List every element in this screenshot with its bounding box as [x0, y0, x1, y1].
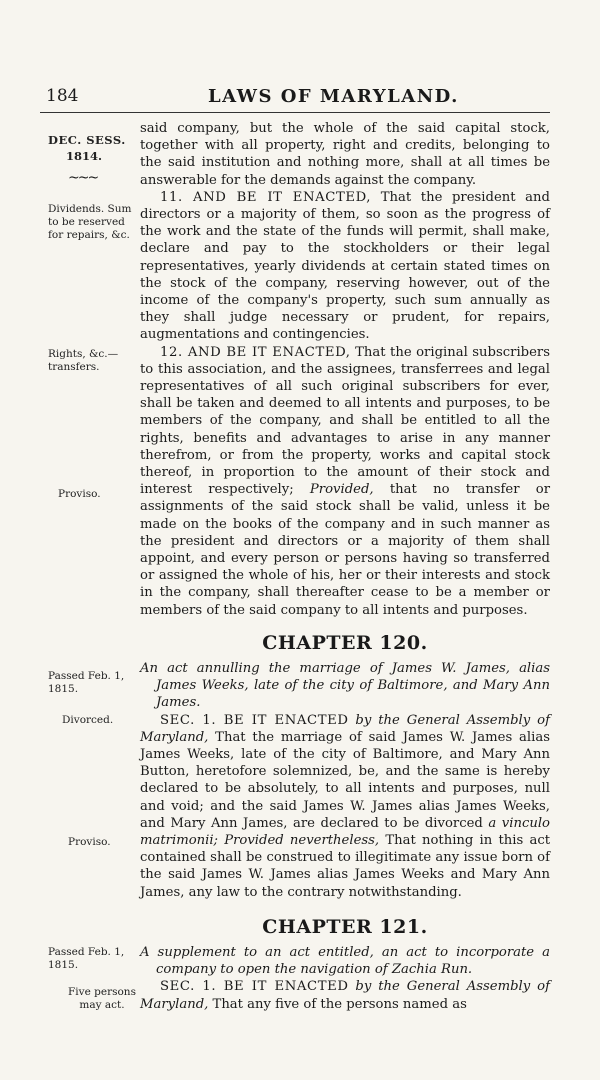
chapter-120-latin: a vinculo matrimonii; — [140, 815, 550, 849]
chapter-120-sec1-italic: by the General Assembly of Maryland, — [140, 712, 550, 745]
margin-proviso-1: Proviso. — [58, 488, 101, 500]
margin-passed-2: Passed Feb. 1, 1815. — [48, 946, 125, 971]
chapter-120-sec1-text: That the marriage of said James W. James alias James Weeks, late of the city of Baltimore, and Mary Ann Button, heretofore solemnized, be, and the same is hereby declared to be absolutely, to all intents and purposes, null and void; and the said James W. James alias James Weeks, and Mary Ann James, are declared to be divorced — [140, 729, 550, 831]
main-text-block — [140, 120, 550, 619]
margin-rights: Rights, &c.— transfers. — [48, 348, 119, 373]
margin-passed-1: Passed Feb. 1, 1815. — [48, 670, 125, 695]
swash-ornament: ~~~ — [68, 170, 98, 186]
section-12-text-2: that no transfer or assignments of the said stock shall be valid, unless it be made on the books of the company and in such manner as the president and directors or a majority of them shall appoint, and every person or persons having so transferred or assigned the whole of his, her or their interests and stock in the company, shall thereafter cease to be a member or members of the said company to all intents and purposes. — [140, 482, 550, 618]
running-title: LAWS OF MARYLAND. — [208, 86, 459, 107]
chapter-120-provided: Provided nevertheless, — [218, 833, 380, 849]
chapter-121-sec1-italic: by the General Assembly of Maryland, — [140, 979, 550, 1012]
chapter-120-title: An act annulling the marriage of James W. James, alias James Weeks, late of the city of Baltimore, and Mary Ann James. — [140, 661, 550, 711]
chapter-121-sec1-text: That any five of the persons named as — [208, 996, 467, 1012]
page-header — [40, 86, 580, 108]
chapter-121-sec1-label: SEC. 1. BE IT ENACTED — [160, 979, 349, 995]
section-12-text: That the original subscribers to this association, and the assignees, transferrees and legal representatives of all such original subscribers for ever, shall be taken and deemed to all intents and purposes, to be members of the company, and shall be entitled to all the rights, benefits and advantages to arise in any manner therefrom, or from the property, works and capital stock thereof, in proportion to the amount of their stock and interest respectively; — [140, 344, 550, 498]
chapter-121-title: A supplement to an act entitled, an act to incorporate a company to open the navigation of Zachia Run. — [140, 945, 550, 978]
margin-proviso-2: Proviso. — [68, 836, 111, 848]
margin-dividends: Dividends. Sum to be reserved for repairs, &c. — [48, 203, 132, 241]
chapter-120-sec1-text-2: That nothing in this act contained shall be construed to illegitimate any issue born of the said James W. James alias James Weeks and Mary Ann James, any law to the contrary notwithstanding. — [140, 833, 551, 900]
header-rule — [40, 112, 550, 113]
section-12-label: 12. AND BE IT ENACTED, — [160, 344, 351, 360]
section-12 — [140, 344, 550, 619]
page-number: 184 — [46, 86, 79, 106]
chapter-120-section-1 — [140, 712, 550, 901]
section-12-provided: Provided, — [293, 482, 374, 498]
chapter-121-body — [140, 944, 550, 1013]
chapter-120-sec1-label: SEC. 1. BE IT ENACTED — [160, 712, 349, 728]
section-11-label: 11. AND BE IT ENACTED, — [160, 189, 372, 205]
chapter-121-heading: CHAPTER 121. — [262, 916, 428, 938]
chapter-120-body — [140, 660, 550, 901]
section-11-text: That the president and directors or a majority of them, so soon as the progress of the work and the state of the funds will permit, shall make, declare and pay to the stockholders or their legal representatives, yearly dividends at certain stated times on the stock of the company, reserving however, out of the income of the company's property, such sum annually as they shall judge necessary or prudent, for repairs, augmentations and contingencies. — [140, 189, 550, 343]
margin-session: DEC. SESS. — [48, 133, 126, 147]
section-11 — [140, 189, 550, 344]
margin-year: 1814. — [66, 149, 103, 163]
paragraph-continuation: said company, but the whole of the said capital stock, together with all property, right and credits, belonging to the said institution and nothing more, shall at all times be answerable for the demands against the company. — [140, 121, 550, 188]
margin-divorced: Divorced. — [62, 714, 114, 726]
chapter-120-heading: CHAPTER 120. — [262, 632, 428, 654]
chapter-121-section-1 — [140, 978, 550, 1012]
margin-five-persons: Five persons may act. — [68, 986, 136, 1011]
